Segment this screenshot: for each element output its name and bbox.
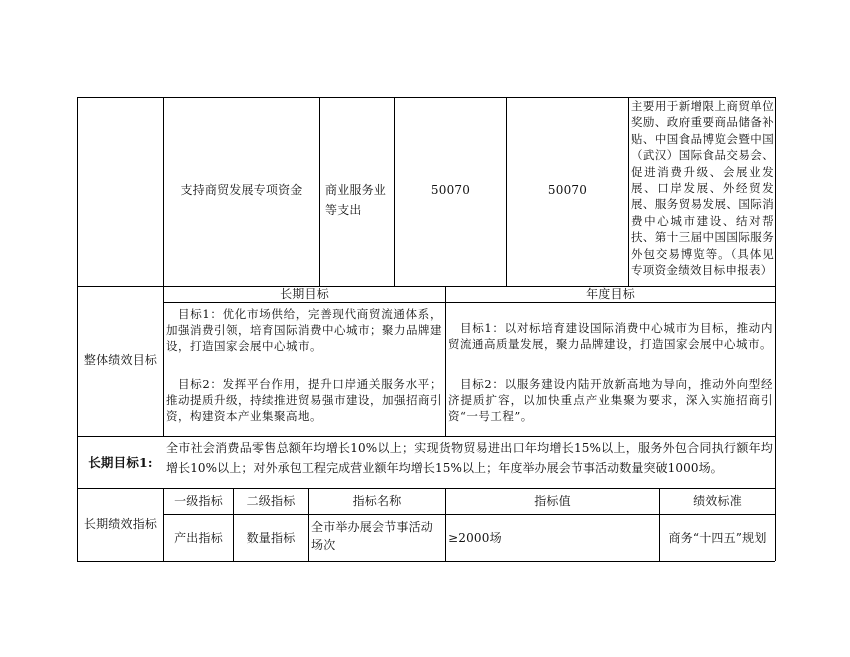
row-value-cell (448, 530, 657, 547)
row-name-cell (311, 518, 443, 554)
col-divider (319, 97, 320, 286)
row-name: 全市举办展会节事活动场次 (311, 520, 434, 552)
project-name: 支持商贸发展专项资金 (180, 182, 303, 197)
row-level1: 产出指标 (174, 530, 223, 545)
header-standard: 绩效标准 (693, 494, 742, 508)
row-level2: 数量指标 (246, 530, 296, 545)
long-target-text: 全市社会消费品零售总额年均增长10%以上；实现货物贸易进出口年均增长15%以上，服务外包合同执行额年均增长10%以上；对外承包工程完成营业额年均增长15%以上；年度举办展会节事活动数量突破1000场。 (166, 441, 773, 475)
amount-2: 50070 (547, 182, 588, 197)
col-divider (628, 97, 629, 286)
col-divider (163, 97, 164, 436)
annual-goal-1 (448, 320, 773, 352)
long-goal-1 (166, 306, 442, 354)
row-standard-cell (660, 515, 775, 561)
long-target-text-cell (166, 438, 773, 478)
indicators-label: 长期绩效指标 (83, 516, 158, 531)
header-level2-cell (234, 489, 308, 514)
remark-cell (631, 98, 774, 278)
header-value-cell (446, 489, 659, 514)
header-level1: 一级指标 (174, 494, 223, 508)
annual-goal-2-text: 目标2：以服务建设内陆开放新高地为导向，推动外向型经济提质扩容，以加快重点产业集聚为要求，深入实施招商引资“一号工程”。 (448, 377, 773, 423)
row-standard: 商务“十四五”规划 (668, 530, 767, 545)
table-border-left (77, 97, 78, 561)
table-border-right (775, 97, 776, 561)
amount-cell-1 (395, 180, 506, 200)
header-level2: 二级指标 (246, 494, 296, 508)
header-standard-cell (660, 489, 775, 514)
annual-header-cell (446, 286, 775, 302)
row-level1-cell (164, 515, 233, 561)
amount-cell-2 (507, 180, 628, 200)
header-name: 指标名称 (352, 494, 402, 508)
row-value: ≥2000场 (448, 531, 502, 545)
long-target-label-cell (78, 452, 163, 472)
long-goal-1-text: 目标1：优化市场供给，完善现代商贸流通体系，加强消费引领，培育国际消费中心城市；聚力品牌建设，打造国家会展中心城市。 (166, 307, 442, 353)
header-name-cell (309, 489, 445, 514)
row-divider (163, 302, 775, 303)
table-border-bottom (77, 561, 775, 562)
overall-label: 整体绩效目标 (83, 352, 158, 367)
header-level1-cell (164, 489, 233, 514)
long-term-header-cell (164, 286, 445, 302)
row-level2-cell (234, 515, 308, 561)
annual-goal-2 (448, 376, 773, 424)
remark-text: 主要用于新增限上商贸单位奖励、政府重要商品储备补贴、中国食品博览会暨中国（武汉）国际食品交易会、促进消费升级、会展业发展、口岸发展、外经贸发展、服务贸易发展、国际消费中心城市建设、结对帮扶、第十三届中国国际服务外包交易博览等。（具体见专项资金绩效目标申报表） (631, 99, 774, 278)
category-text: 商业服务业等支出 (325, 183, 387, 217)
header-value: 指标值 (534, 494, 571, 508)
annual-goal-1-text: 目标1：以对标培育建设国际消费中心城市为目标，推动内贸流通高质量发展，聚力品牌建设，打造国家会展中心城市。 (448, 321, 773, 351)
long-goal-2 (166, 376, 442, 424)
row-divider (77, 436, 775, 437)
col-divider (445, 286, 446, 436)
indicators-label-cell (78, 514, 163, 534)
project-name-cell (164, 180, 319, 200)
annual-header: 年度目标 (586, 286, 635, 301)
category-cell (325, 180, 391, 220)
long-goal-2-text: 目标2：发挥平台作用，提升口岸通关服务水平；推动提质升级，持续推进贸易强市建设，加强招商引资，构建资本产业集聚高地。 (166, 377, 442, 423)
long-target-label: 长期目标1: (88, 454, 153, 470)
overall-label-cell (78, 350, 163, 370)
long-term-header: 长期目标 (280, 286, 329, 301)
amount-1: 50070 (430, 182, 471, 197)
